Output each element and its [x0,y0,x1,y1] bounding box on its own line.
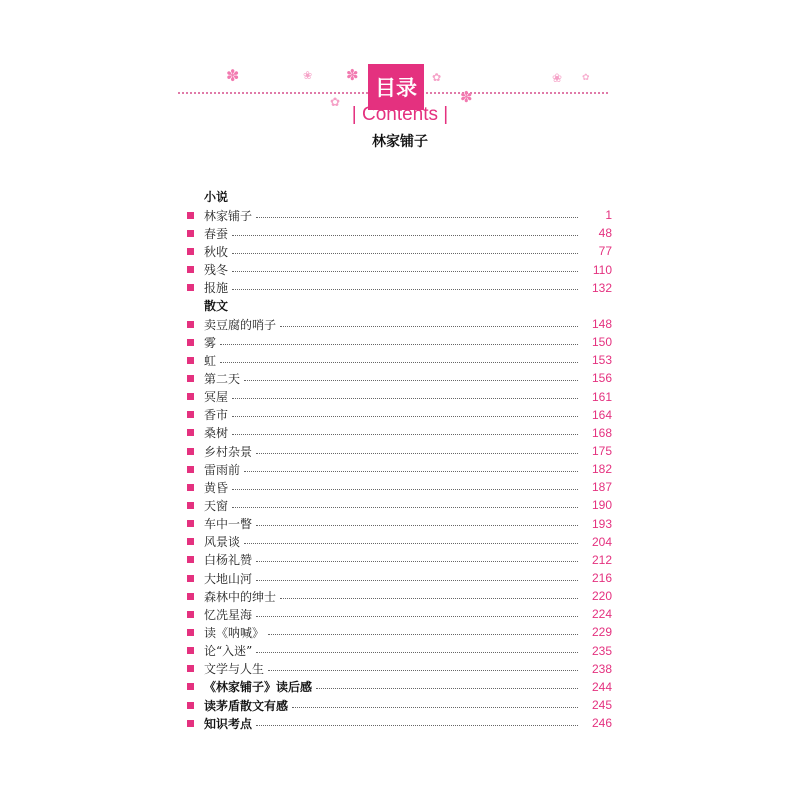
toc-entry[interactable] [184,660,612,678]
toc-entry-title: 黄昏 [204,480,229,495]
flower-icon: ✽ [460,88,473,106]
toc-entry[interactable] [184,279,612,297]
toc-entry-title: 乡村杂景 [204,444,253,459]
dot-leader [280,598,578,599]
toc-entry-page: 204 [591,534,612,549]
toc-entry-page: 190 [591,498,612,513]
bullet-square-icon [187,702,194,709]
bullet-square-icon [187,284,194,291]
toc-entry-title: 报施 [204,281,229,296]
toc-entry-page: 156 [591,371,612,386]
bullet-square-icon [187,429,194,436]
toc-entry-page: 238 [591,661,612,676]
dot-leader [316,688,578,689]
toc-entry-page: 168 [591,425,612,440]
toc-entry[interactable] [184,242,612,260]
toc-entry-title: 虹 [204,353,217,368]
toc-entry-title: 《林家铺子》读后感 [204,680,313,695]
contents-label [330,104,470,126]
dot-leader [256,453,578,454]
dot-leader [220,344,578,345]
bullet-square-icon [187,520,194,527]
toc-entry-page: 175 [591,444,612,459]
toc-entry-title: 林家铺子 [204,208,253,223]
dot-leader [256,725,578,726]
toc-entry-page: 229 [591,625,612,640]
toc-entry-page: 1 [605,208,612,223]
dot-leader [268,634,578,635]
dot-leader [232,507,578,508]
dot-leader [232,434,578,435]
toc-entry-page: 77 [598,244,612,259]
toc-entry[interactable] [184,351,612,369]
toc-entry-page: 132 [591,280,612,295]
toc-entry-title: 文学与人生 [204,662,265,677]
bullet-square-icon [187,484,194,491]
divider-bar: | [351,104,357,125]
toc-entry-page: 110 [592,262,612,277]
bullet-square-icon [187,575,194,582]
bullet-square-icon [187,720,194,727]
dot-leader [292,707,578,708]
bullet-square-icon [187,448,194,455]
toc-entry-page: 220 [591,589,612,604]
toc-entry-title: 冥屋 [204,390,229,405]
bullet-square-icon [187,266,194,273]
toc-entry-page: 153 [591,353,612,368]
dot-leader [268,670,578,671]
toc-entry-title: 桑树 [204,426,229,441]
flower-icon: ❀ [552,71,563,85]
toc-entry-title: 香市 [204,408,229,423]
toc-entry-page: 235 [591,643,612,658]
toc-entry-title: 风景谈 [204,535,241,550]
toc-entry[interactable] [184,605,612,623]
dot-leader [244,380,578,381]
toc-entry[interactable] [184,515,612,533]
dot-leader [232,235,578,236]
dot-leader [256,561,578,562]
toc-entry[interactable] [184,424,612,442]
toc-entry-title: 大地山河 [204,571,253,586]
toc-entry-page: 224 [591,607,612,622]
bullet-square-icon [187,339,194,346]
dot-leader [232,489,578,490]
toc-entry[interactable] [184,315,612,333]
toc-entry-title: 春蚕 [204,226,229,241]
toc-entry[interactable] [184,261,612,279]
toc-entry[interactable] [184,533,612,551]
toc-entry[interactable] [184,478,612,496]
dot-leader [244,543,578,544]
toc-entry-page: 245 [591,698,612,712]
toc-entry-title: 知识考点 [204,716,253,731]
divider-bar: | [443,104,449,125]
toc-entry-page: 148 [591,317,612,332]
toc-entry[interactable] [184,388,612,406]
bullet-square-icon [187,593,194,600]
bullet-square-icon [187,466,194,473]
toc-entry[interactable] [184,551,612,569]
toc-entry-title: 秋收 [204,244,229,259]
toc-entry-title: 忆冼星海 [204,607,253,622]
toc-entry-page: 193 [591,516,612,531]
bullet-square-icon [187,611,194,618]
toc-entry[interactable] [184,224,612,242]
toc-entry-page: 216 [591,571,612,586]
flower-icon: ✿ [330,95,341,109]
toc-entry-title: 车中一瞥 [204,517,253,532]
toc-entry-page: 246 [591,716,612,731]
section-heading: 散文 [204,298,229,313]
bullet-square-icon [187,538,194,545]
dot-leader [232,416,578,417]
toc-entry[interactable] [184,460,612,478]
bullet-square-icon [187,321,194,328]
toc-entry[interactable] [184,696,612,714]
dot-leader [256,580,578,581]
dot-leader [280,326,578,327]
dot-leader [220,362,578,363]
toc-entry-title: 读茅盾散文有感 [204,698,289,713]
flower-icon: ✽ [346,66,359,84]
book-title: 林家铺子 [372,134,428,150]
toc-entry-title: 第二天 [204,371,241,386]
bullet-square-icon [187,629,194,636]
bullet-square-icon [187,230,194,237]
bullet-square-icon [187,248,194,255]
bullet-square-icon [187,556,194,563]
dot-leader [232,398,578,399]
toc-entry-title: 天窗 [204,498,229,513]
bullet-square-icon [187,357,194,364]
toc-entry[interactable] [184,678,612,696]
toc-entry[interactable] [184,642,612,660]
toc-entry[interactable] [184,333,612,351]
toc-entry-title: 读《呐喊》 [204,625,265,640]
toc-entry[interactable] [184,714,612,732]
page-header [0,0,800,160]
toc-entry-title: 森林中的绅士 [204,589,277,604]
toc-entry-title: 雾 [204,335,217,350]
toc-entry-page: 48 [598,226,612,241]
dot-leader [256,525,578,526]
page-title-text: 目录 [375,76,417,100]
section-heading: 小说 [204,190,229,204]
toc-entry-page: 150 [591,335,612,350]
dot-leader [244,471,578,472]
flower-icon: ✿ [432,71,442,84]
dot-leader [256,217,578,218]
toc-entry[interactable] [184,587,612,605]
toc-entry-title: 卖豆腐的哨子 [204,317,277,332]
toc-entry-title: 白杨礼赞 [204,553,253,568]
toc-entry[interactable] [184,206,612,224]
toc-entry[interactable] [184,369,612,387]
flower-icon: ✽ [226,66,240,85]
contents-text: Contents [361,104,439,125]
toc-entry-title: 雷雨前 [204,462,241,477]
dot-leader [232,289,578,290]
bullet-square-icon [187,212,194,219]
bullet-square-icon [187,647,194,654]
toc-entry-page: 244 [591,679,612,694]
flower-icon: ❀ [303,69,313,82]
toc-entry[interactable] [184,623,612,641]
bullet-square-icon [187,502,194,509]
flower-icon: ✿ [582,73,590,83]
toc-entry[interactable] [184,406,612,424]
toc-entry-page: 161 [591,389,612,404]
dot-leader [256,652,578,653]
toc-entry-page: 187 [591,480,612,495]
toc-entry-page: 164 [591,407,612,422]
toc-entry[interactable] [184,496,612,514]
dot-leader [232,253,578,254]
toc-entry[interactable] [184,442,612,460]
dot-leader [256,616,578,617]
bullet-square-icon [187,665,194,672]
toc-entry-page: 212 [591,552,612,567]
bullet-square-icon [187,393,194,400]
bullet-square-icon [187,683,194,690]
toc-entry[interactable] [184,569,612,587]
bullet-square-icon [187,375,194,382]
table-of-contents [184,188,612,732]
toc-entry-title: 残冬 [204,263,229,278]
dot-leader [232,271,578,272]
bullet-square-icon [187,411,194,418]
toc-entry-page: 182 [591,462,612,477]
toc-entry-title: 论“入迷” [204,644,253,659]
